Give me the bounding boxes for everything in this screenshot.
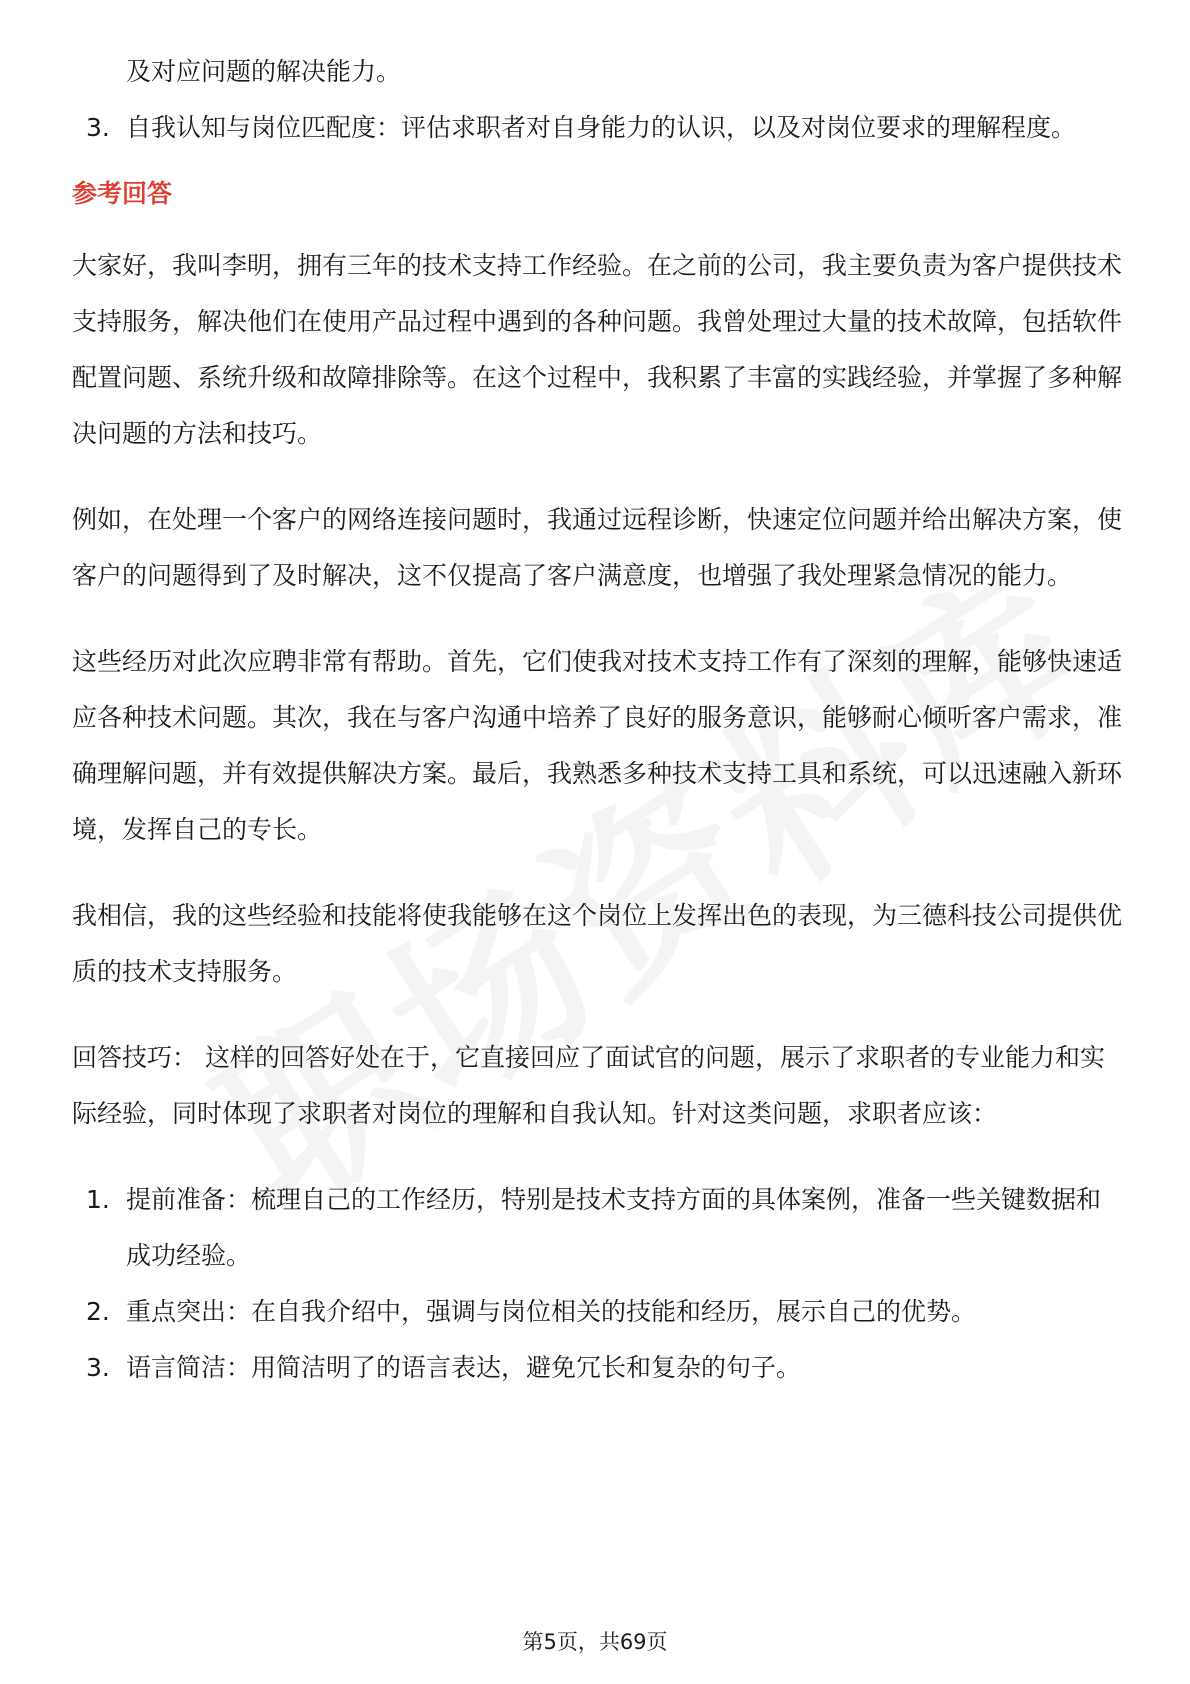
page-number: 第5页，共69页 [522,1630,668,1654]
list-item [72,1340,1122,1396]
list-text: 及对应问题的解决能力。 [126,57,402,86]
section-heading: 参考回答 [72,179,173,208]
page-content [72,44,1122,1396]
top-list [72,44,1122,156]
paragraph: 这些经历对此次应聘非常有帮助。首先，它们使我对技术支持工作有了深刻的理解，能够快速适应各种技术问题。其次，我在与客户沟通中培养了良好的服务意识，能够耐心倾听客户需求，准确理解问题，并有效提供解决方案。最后，我熟悉多种技术支持工具和系统，可以迅速融入新环境，发挥自己的专长。 [72,647,1123,844]
list-item [72,44,1122,100]
paragraph: 例如，在处理一个客户的网络连接问题时，我通过远程诊断，快速定位问题并给出解决方案，使客户的问题得到了及时解决，这不仅提高了客户满意度，也增强了我处理紧急情况的能力。 [72,505,1123,590]
paragraph: 大家好，我叫李明，拥有三年的技术支持工作经验。在之前的公司，我主要负责为客户提供技术支持服务，解决他们在使用产品过程中遇到的各种问题。我曾处理过大量的技术故障，包括软件配置问题、系统升级和故障排除等。在这个过程中，我积累了丰富的实践经验，并掌握了多种解决问题的方法和技巧。 [72,251,1123,448]
list-number: 1. [86,1185,110,1214]
list-text: 提前准备：梳理自己的工作经历，特别是技术支持方面的具体案例，准备一些关键数据和成功经验。 [126,1185,1102,1270]
list-text: 语言简洁：用简洁明了的语言表达，避免冗长和复杂的句子。 [126,1353,802,1382]
list-item [72,1284,1122,1340]
list-text: 自我认知与岗位匹配度：评估求职者对自身能力的认识，以及对岗位要求的理解程度。 [126,113,1077,142]
list-number: 3. [86,1353,110,1382]
list-text: 重点突出：在自我介绍中，强调与岗位相关的技能和经历，展示自己的优势。 [126,1297,977,1326]
list-number: 3. [86,113,110,142]
list-item [72,1172,1122,1284]
list-item [72,100,1122,156]
paragraph: 我相信，我的这些经验和技能将使我能够在这个岗位上发挥出色的表现，为三德科技公司提供优质的技术支持服务。 [72,901,1123,986]
paragraph: 回答技巧： 这样的回答好处在于，它直接回应了面试官的问题，展示了求职者的专业能力和实际经验，同时体现了求职者对岗位的理解和自我认知。针对这类问题，求职者应该： [72,1043,1105,1128]
list-number: 2. [86,1297,110,1326]
tips-list [72,1172,1122,1396]
